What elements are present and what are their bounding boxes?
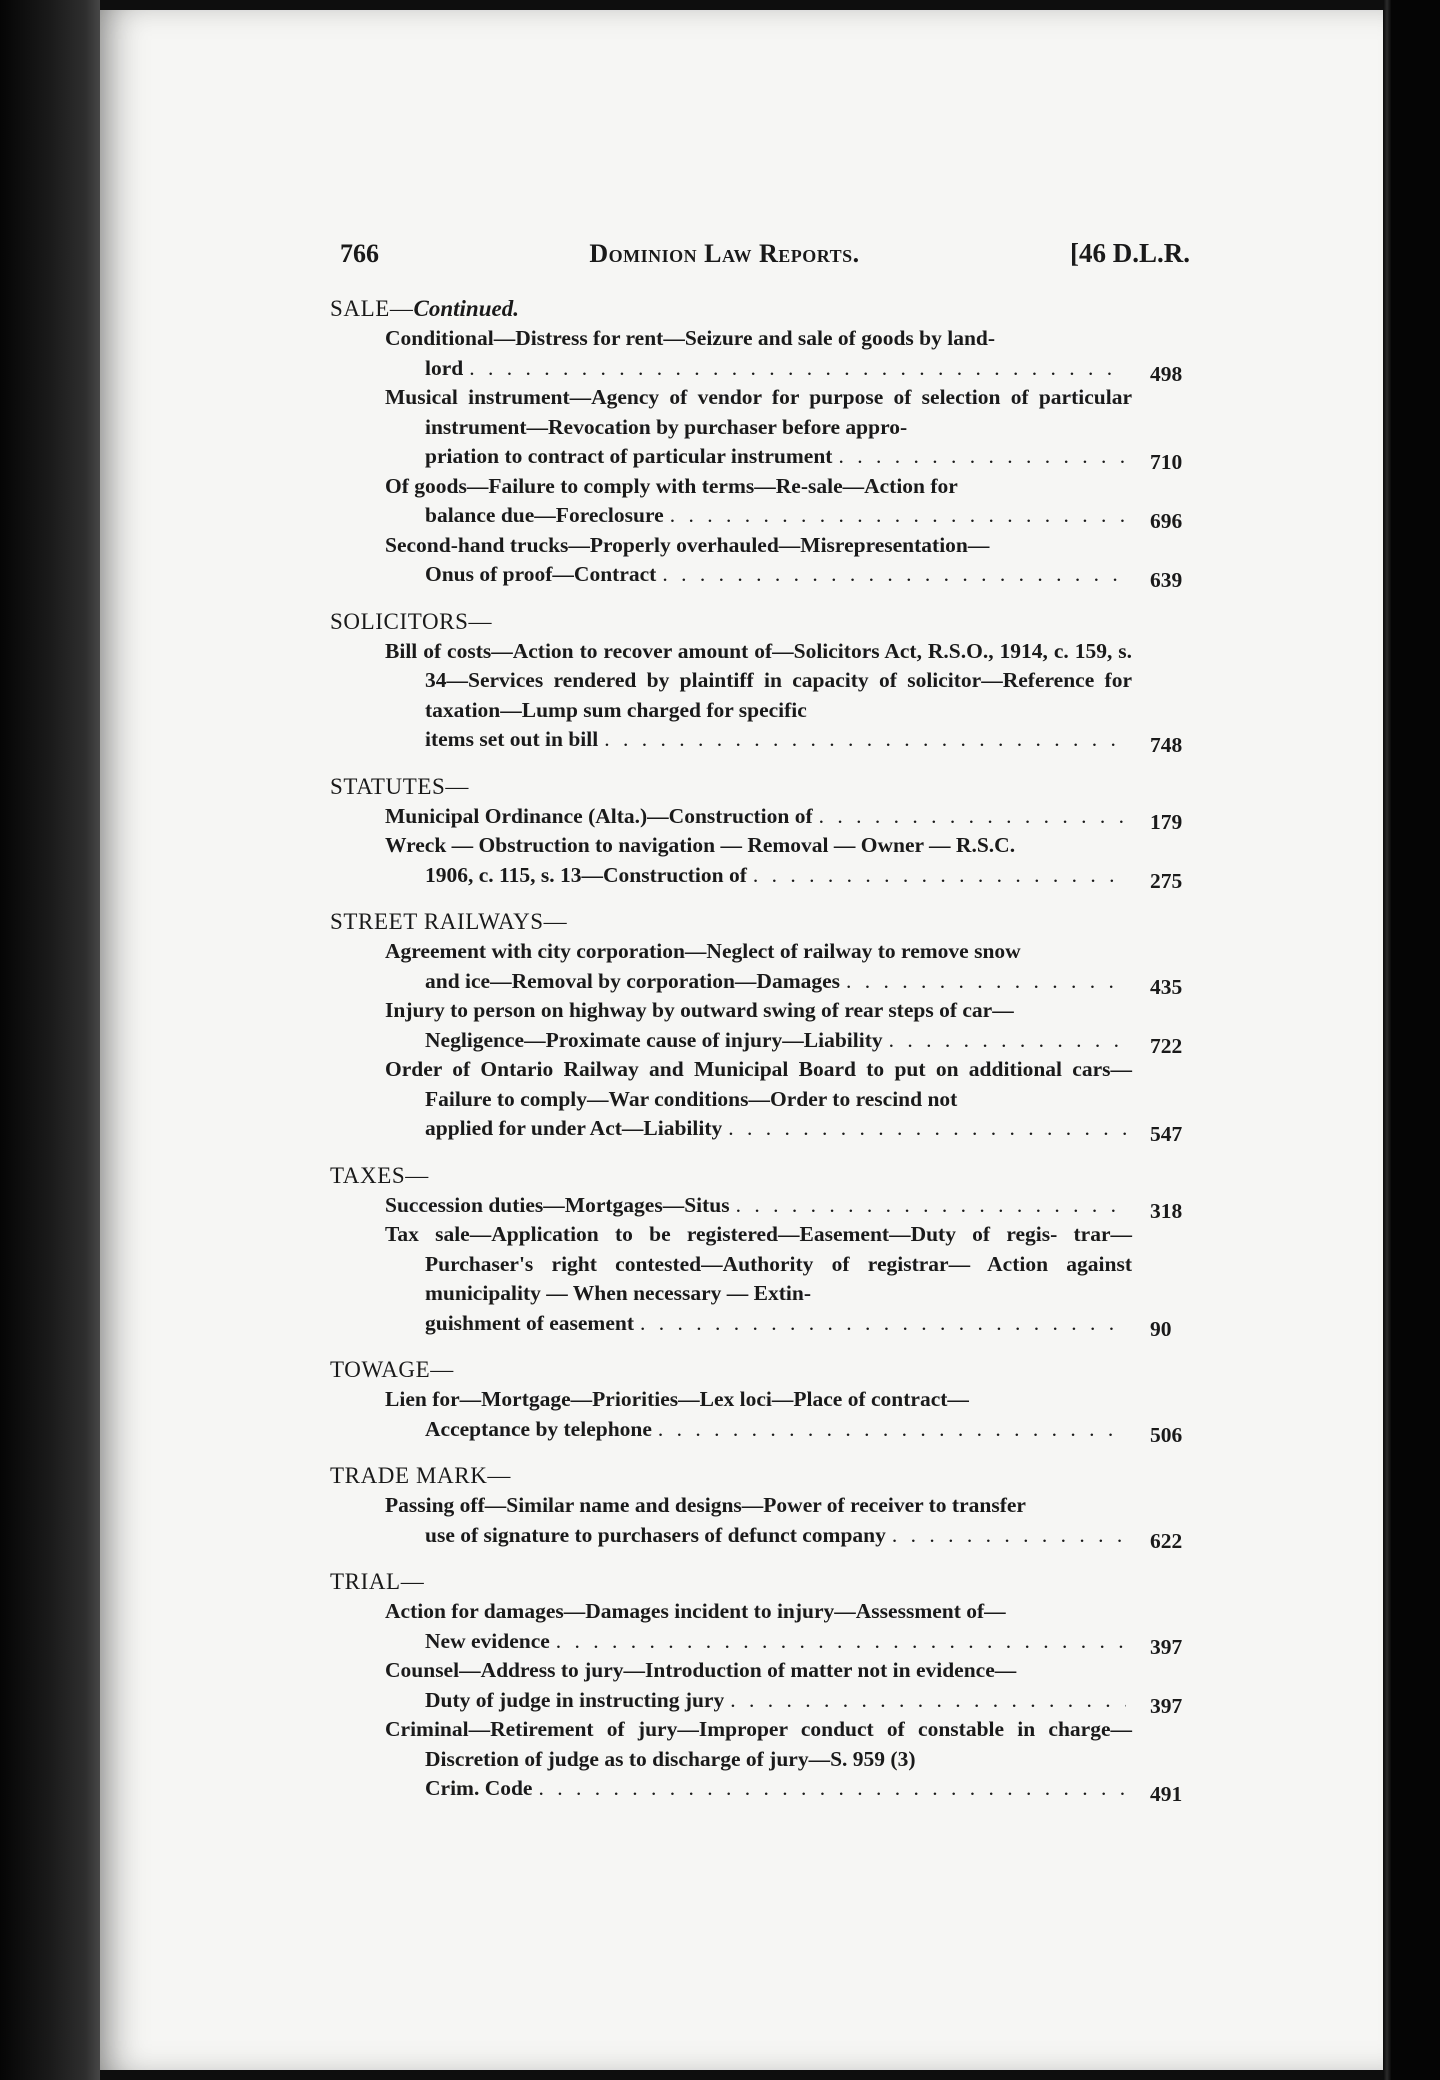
entry-text: Agreement with city corporation—Neglect of railway to remove snow xyxy=(385,939,1021,963)
entry-last-text: items set out in bill xyxy=(425,727,599,751)
entry-last-text: Acceptance by telephone xyxy=(425,1416,652,1441)
section-heading xyxy=(330,1460,1190,1491)
entry-last-text: guishment of easement xyxy=(425,1310,635,1335)
index-entry: Succession duties—Mortgages—Situs . . . 318 xyxy=(385,1191,1190,1221)
entry-last-text: balance due—Foreclosure xyxy=(425,503,664,527)
section-heading xyxy=(330,906,1190,937)
entry-last-line xyxy=(425,442,1132,472)
entry-last-line xyxy=(385,802,1132,832)
section-heading-continued: Continued. xyxy=(413,296,519,321)
index-entry: Second-hand trucks—Properly overhauled—Misrepresentation— Onus of proof—Contract . . . 639 xyxy=(385,531,1190,590)
dot-leader xyxy=(658,1415,1126,1445)
index-entry: Counsel—Address to jury—Introduction of matter not in evidence— Duty of judge in instructing jury . . . 397 xyxy=(385,1656,1190,1715)
dot-leader xyxy=(469,354,1126,384)
entry-last-text: Onus of proof—Contract xyxy=(425,562,657,586)
page-fold xyxy=(1383,0,1391,2080)
entry-text: Tax sale—Application to be registered—Easement—Duty of regis- trar—Purchaser's right contested—Authority of registrar— Action against municipality — When necessary — Extin- xyxy=(385,1222,1132,1305)
dot-leader xyxy=(670,501,1126,531)
section-heading-text: TRIAL— xyxy=(330,1569,425,1594)
dot-leader xyxy=(892,1521,1126,1551)
entry-last-line xyxy=(425,1627,1132,1657)
index-entry: Criminal—Retirement of jury—Improper conduct of constable in charge—Discretion of judge as to discharge of jury—S. 959 (3) Crim. Code . . . 491 xyxy=(385,1715,1190,1804)
journal-title: Dominion Law Reports. xyxy=(589,239,860,268)
entry-last-text: Crim. Code xyxy=(425,1776,533,1800)
index-entry: Wreck — Obstruction to navigation — Removal — Owner — R.S.C. 1906, c. 115, s. 13—Construction of . . . 275 xyxy=(385,831,1190,890)
entry-text: Of goods—Failure to comply with terms—Re-sale—Action for xyxy=(385,473,958,498)
section-heading-text: SOLICITORS— xyxy=(330,608,493,634)
entry-last-text: and ice—Removal by corporation—Damages xyxy=(425,968,841,993)
volume-reference: [46 D.L.R. xyxy=(1069,238,1190,268)
index-entry: Musical instrument—Agency of vendor for purpose of selection of particular instrument—Revocation by purchaser before appro- priation to contract of particular instrument . . . 710 xyxy=(385,383,1190,472)
dot-leader xyxy=(662,560,1126,590)
entry-last-text: priation to contract of particular instrument xyxy=(425,444,833,468)
dot-leader xyxy=(640,1309,1126,1339)
section-heading xyxy=(330,293,1190,324)
entry-last-line xyxy=(425,1114,1132,1144)
section-heading xyxy=(330,1160,1190,1191)
section-heading xyxy=(330,771,1190,802)
entry-text: Action for damages—Damages incident to injury—Assessment of— xyxy=(385,1599,1006,1623)
entry-last-text: New evidence xyxy=(425,1628,550,1653)
entry-last-line xyxy=(425,560,1132,590)
dot-leader xyxy=(538,1774,1126,1804)
section-heading-text: TAXES— xyxy=(330,1162,429,1188)
section-heading xyxy=(330,1566,1190,1597)
index-body xyxy=(330,293,1190,1804)
page-edge xyxy=(1391,0,1440,2080)
dot-leader xyxy=(838,442,1126,472)
index-entry: Agreement with city corporation—Neglect of railway to remove snow and ice—Removal by corporation—Damages . . . 435 xyxy=(385,937,1190,996)
book-spine xyxy=(0,0,100,2080)
index-entry: Injury to person on highway by outward swing of rear steps of car— Negligence—Proximate cause of injury—Liability . . . 722 xyxy=(385,996,1190,1055)
entry-last-line xyxy=(425,967,1132,997)
dot-leader xyxy=(753,861,1126,891)
dot-leader xyxy=(846,967,1126,997)
section-heading xyxy=(330,1354,1190,1385)
dot-leader xyxy=(889,1026,1126,1056)
entry-last-line xyxy=(425,501,1132,531)
entry-text: Wreck — Obstruction to navigation — Removal — Owner — R.S.C. xyxy=(385,833,1016,857)
index-entry: Order of Ontario Railway and Municipal Board to put on additional cars—Failure to comply—War conditions—Order to rescind not applied for under Act—Liability . . . 547 xyxy=(385,1055,1190,1144)
entry-last-line xyxy=(425,1026,1132,1056)
index-entry: Conditional—Distress for rent—Seizure and sale of goods by land- lord . . . 498 xyxy=(385,324,1190,383)
section-heading-text: TRADE MARK— xyxy=(330,1463,512,1488)
dot-leader xyxy=(819,802,1126,832)
index-entry: Tax sale—Application to be registered—Easement—Duty of regis- trar—Purchaser's right contested—Authority of registrar— Action against municipality — When necessary — Extin- guishment of easement . . . 90 xyxy=(385,1220,1190,1338)
index-entry: Passing off—Similar name and designs—Power of receiver to transfer use of signature to purchasers of defunct company . . . 622 xyxy=(385,1491,1190,1550)
dot-leader xyxy=(556,1627,1126,1657)
entry-text: Bill of costs—Action to recover amount of—Solicitors Act, R.S.O., 1914, c. 159, s. 34—Services rendered by plaintiff in capacity of solicitor—Reference for taxation—Lump sum charged for specific xyxy=(385,638,1132,722)
entry-text: Conditional—Distress for rent—Seizure and sale of goods by land- xyxy=(385,326,996,350)
running-head xyxy=(330,238,1190,269)
dot-leader xyxy=(728,1114,1126,1144)
section-heading-text: TOWAGE— xyxy=(330,1357,454,1382)
entry-text: Second-hand trucks—Properly overhauled—Misrepresentation— xyxy=(385,532,990,557)
entry-text: Injury to person on highway by outward swing of rear steps of car— xyxy=(385,998,1014,1022)
index-entry: Bill of costs—Action to recover amount of—Solicitors Act, R.S.O., 1914, c. 159, s. 34—Services rendered by plaintiff in capacity of solicitor—Reference for taxation—Lump sum charged for specific items set out in bill . . . 748 xyxy=(385,637,1190,755)
entry-last-line xyxy=(425,1521,1132,1551)
section-heading-text: STATUTES— xyxy=(330,773,470,799)
dot-leader xyxy=(730,1686,1126,1716)
index-entry: Municipal Ordinance (Alta.)—Construction of . . . 179 xyxy=(385,802,1190,832)
index-page xyxy=(330,238,1190,1804)
entry-last-line xyxy=(385,1191,1132,1221)
page-number: 766 xyxy=(340,239,379,268)
entry-last-text: Succession duties—Mortgages—Situs xyxy=(385,1192,730,1217)
entry-text: Criminal—Retirement of jury—Improper conduct of constable in charge—Discretion of judge as to discharge of jury—S. 959 (3) xyxy=(385,1717,1132,1771)
entry-last-line xyxy=(425,354,1132,384)
entry-last-line xyxy=(425,1309,1132,1339)
entry-last-line xyxy=(425,725,1132,755)
section-heading xyxy=(330,606,1190,637)
entry-last-text: Municipal Ordinance (Alta.)—Construction of xyxy=(385,803,813,828)
dot-leader xyxy=(736,1191,1126,1221)
entry-text: Passing off—Similar name and designs—Power of receiver to transfer xyxy=(385,1493,1026,1517)
entry-last-line xyxy=(425,1686,1132,1716)
entry-last-text: use of signature to purchasers of defunct company xyxy=(425,1522,886,1547)
index-entry: Of goods—Failure to comply with terms—Re-sale—Action for balance due—Foreclosure . . . 696 xyxy=(385,472,1190,531)
index-entry: Action for damages—Damages incident to injury—Assessment of— New evidence . . . 397 xyxy=(385,1597,1190,1656)
entry-last-text: applied for under Act—Liability xyxy=(425,1116,723,1140)
entry-text: Order of Ontario Railway and Municipal Board to put on additional cars—Failure to comply—War conditions—Order to rescind not xyxy=(385,1057,1132,1111)
entry-last-text: Duty of judge in instructing jury xyxy=(425,1687,725,1712)
entry-last-line xyxy=(425,861,1132,891)
section-heading-text: STREET RAILWAYS— xyxy=(330,909,568,934)
entry-text: Musical instrument—Agency of vendor for purpose of selection of particular instrument—Revocation by purchaser before appro- xyxy=(385,385,1132,439)
entry-last-text: Negligence—Proximate cause of injury—Liability xyxy=(425,1027,883,1052)
entry-text: Lien for—Mortgage—Priorities—Lex loci—Place of contract— xyxy=(385,1387,969,1411)
entry-last-text: 1906, c. 115, s. 13—Construction of xyxy=(425,862,747,887)
section-heading-text: SALE— xyxy=(330,296,414,321)
entry-last-line xyxy=(425,1774,1132,1804)
entry-last-line xyxy=(425,1415,1132,1445)
dot-leader xyxy=(604,725,1126,755)
index-entry: Lien for—Mortgage—Priorities—Lex loci—Place of contract— Acceptance by telephone . . . 506 xyxy=(385,1385,1190,1444)
entry-last-text: lord xyxy=(425,355,464,380)
entry-text: Counsel—Address to jury—Introduction of matter not in evidence— xyxy=(385,1658,1017,1682)
